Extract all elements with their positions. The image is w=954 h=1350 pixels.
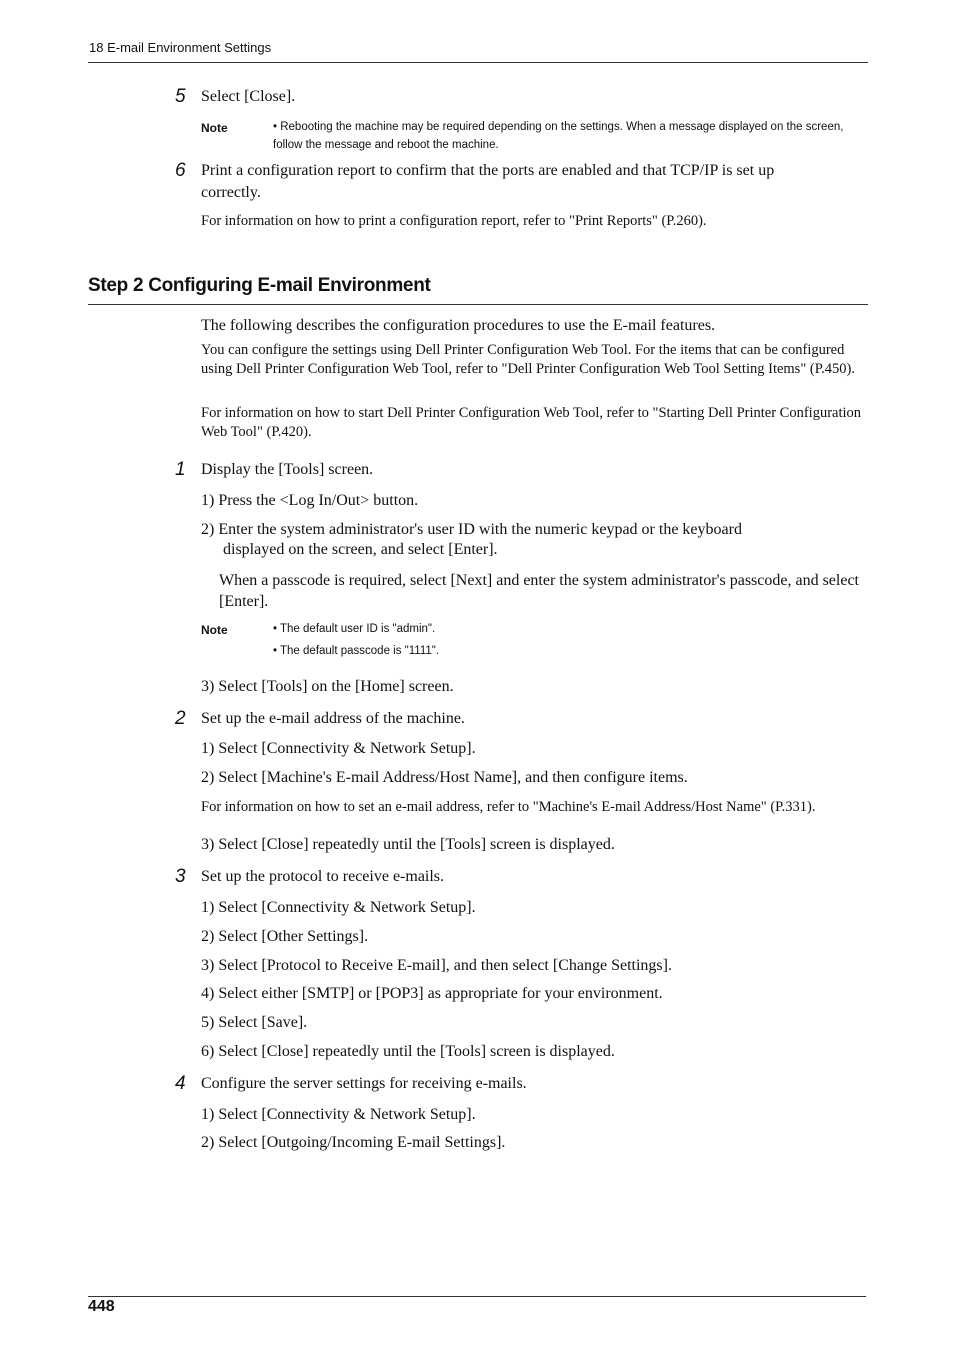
substep-text: 1) Select [Connectivity & Network Setup]. bbox=[201, 740, 476, 757]
intro-text: The following describes the configuration procedures to use the E-mail features. bbox=[201, 317, 716, 334]
step-text: correctly. bbox=[201, 184, 261, 201]
info-paragraph: For information on how to set an e-mail address, refer to "Machine's E-mail Address/Host Name" (P.331). bbox=[201, 799, 816, 815]
step-text: Display the [Tools] screen. bbox=[201, 461, 374, 478]
step-number: 3 bbox=[175, 866, 186, 887]
substep-text: 2) Select [Other Settings]. bbox=[201, 928, 369, 945]
substep-text: 2) Select [Machine's E-mail Address/Host Name], and then configure items. bbox=[201, 769, 688, 786]
step-text: Set up the protocol to receive e-mails. bbox=[201, 868, 445, 885]
info-paragraph: For information on how to start Dell Printer Configuration Web Tool, refer to "Starting Dell Printer Configuration Web Tool" (P.420). bbox=[201, 405, 862, 440]
info-paragraph: You can configure the settings using Dell Printer Configuration Web Tool. For the items that can be configured using Dell Printer Configuration Web Tool, refer to "Dell Printer Configuration Web Tool Setting Items" (P.450). bbox=[201, 342, 855, 377]
info-text: For information on how to print a configuration report, refer to "Print Reports" (P.260). bbox=[201, 213, 707, 229]
note-text: • The default passcode is "1111". bbox=[273, 645, 440, 657]
step-number: 5 bbox=[175, 86, 186, 107]
step-number: 4 bbox=[175, 1073, 186, 1094]
header-rule bbox=[88, 62, 868, 63]
substep-text: 5) Select [Save]. bbox=[201, 1014, 308, 1031]
substep-text: 1) Select [Connectivity & Network Setup]. bbox=[201, 899, 476, 916]
step-text: Set up the e-mail address of the machine. bbox=[201, 710, 465, 727]
substep-text: 1) Press the <Log In/Out> button. bbox=[201, 492, 419, 509]
note-text: • Rebooting the machine may be required depending on the settings. When a message displayed on the screen, follow the message and reboot the machine. bbox=[273, 121, 844, 151]
step-text: Print a configuration report to confirm that the ports are enabled and that TCP/IP is set up bbox=[201, 162, 775, 179]
substep-text: 3) Select [Tools] on the [Home] screen. bbox=[201, 678, 454, 695]
step-number: 2 bbox=[175, 708, 186, 729]
note-label: Note bbox=[201, 121, 228, 135]
substep-text: 3) Select [Close] repeatedly until the [Tools] screen is displayed. bbox=[201, 836, 615, 853]
substep-text: 3) Select [Protocol to Receive E-mail], and then select [Change Settings]. bbox=[201, 957, 672, 974]
step-number: 6 bbox=[175, 160, 186, 181]
step-number: 1 bbox=[175, 459, 186, 480]
step-text: Select [Close]. bbox=[201, 88, 296, 105]
step-text: Configure the server settings for receiving e-mails. bbox=[201, 1075, 527, 1092]
page-number: 448 bbox=[88, 1298, 115, 1315]
section-rule bbox=[88, 304, 868, 305]
substep-text: 4) Select either [SMTP] or [POP3] as appropriate for your environment. bbox=[201, 985, 663, 1002]
note-label: Note bbox=[201, 623, 228, 637]
note-text: • The default user ID is "admin". bbox=[273, 623, 436, 635]
substep-detail: When a passcode is required, select [Next] and enter the system administrator's passcode, and select [Enter]. bbox=[219, 572, 859, 610]
chapter-header: 18 E-mail Environment Settings bbox=[89, 40, 272, 55]
substep-text: 6) Select [Close] repeatedly until the [Tools] screen is displayed. bbox=[201, 1043, 615, 1060]
section-title: Step 2 Configuring E-mail Environment bbox=[88, 275, 431, 296]
footer-rule bbox=[88, 1296, 866, 1297]
substep-text: 1) Select [Connectivity & Network Setup]. bbox=[201, 1106, 476, 1123]
substep-text: displayed on the screen, and select [Enter]. bbox=[223, 541, 498, 558]
substep-text: 2) Enter the system administrator's user ID with the numeric keypad or the keyboard bbox=[201, 521, 742, 538]
substep-text: 2) Select [Outgoing/Incoming E-mail Settings]. bbox=[201, 1134, 506, 1151]
